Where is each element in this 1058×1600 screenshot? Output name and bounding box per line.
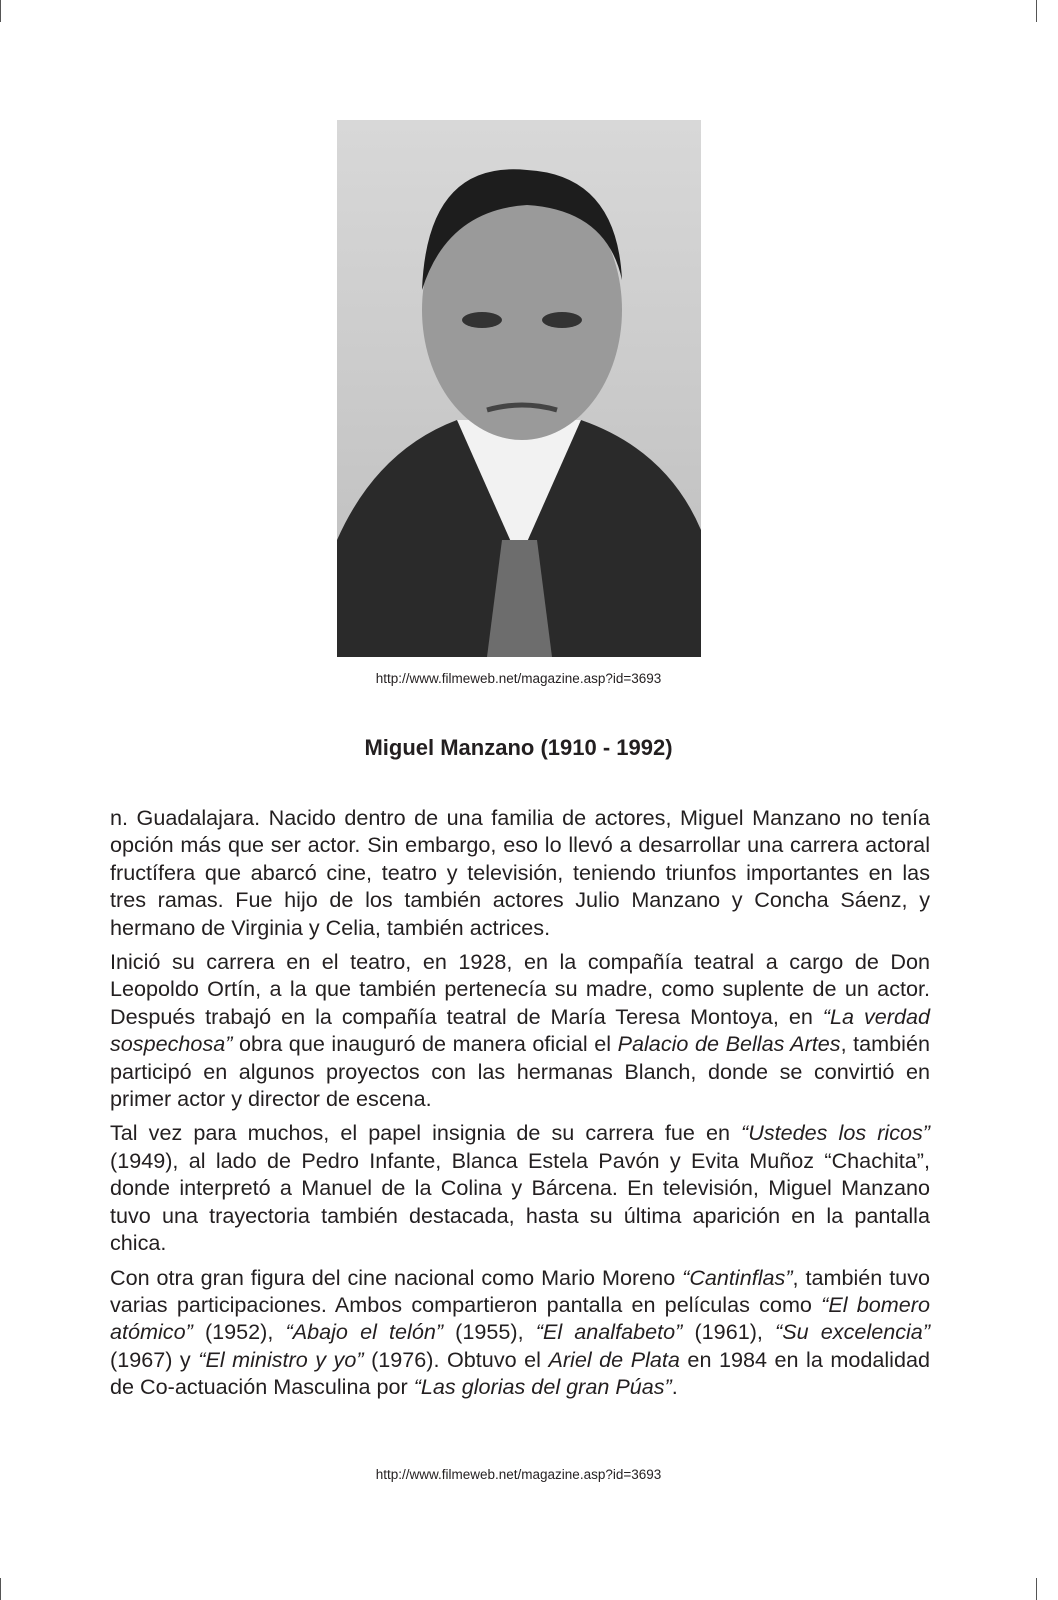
paragraph [110,1264,930,1401]
text-segment: , también participó en algunos proyectos con las hermanas Blanch, donde se convirtió en primer actor y director de escena. [110,1031,930,1112]
crop-mark-top-left [0,0,1,22]
italic-title-text: “El ministro y yo” [198,1346,364,1372]
footer-source: http://www.filmeweb.net/magazine.asp?id=3693 [375,1467,662,1482]
italic-title-text: “Su excelencia” [775,1319,931,1345]
crop-mark-top-right [1036,0,1037,22]
text-segment: (1955), [443,1319,536,1345]
text-segment: obra que inauguró de manera oficial el [232,1031,618,1057]
italic-title-text: “El analfabeto” [535,1319,683,1345]
text-segment: Con otra gran figura del cine nacional como Mario Moreno [110,1264,683,1290]
text-segment: (1961), [682,1319,776,1345]
portrait-photo [337,120,701,657]
italic-title-text: “Ustedes los ricos” [741,1120,930,1146]
text-segment: , también tuvo varias participaciones. Ambos compartieron pantalla en películas como [110,1264,931,1317]
text-segment: Tal vez para muchos, el papel insignia de su carrera fue en [110,1120,742,1146]
italic-title-text: Ariel de Plata [548,1346,680,1372]
text-segment: (1952), [192,1319,286,1345]
italic-title-text: Palacio de Bellas Artes [617,1031,841,1057]
text-segment: en 1984 en la modalidad de Co-actuación Masculina por [110,1346,930,1400]
paragraph [110,948,930,1112]
page-title: Miguel Manzano (1910 - 1992) [364,735,673,760]
italic-title-text: “La verdad sospechosa” [110,1003,930,1057]
text-segment: (1949), al lado de Pedro Infante, Blanca Estela Pavón y Evita Muñoz “Chachita”, donde interpretó a Manuel de la Colina y Bárcena. En televisión, Miguel Manzano tuvo una trayectoria también destacada, hasta su última aparición en la pantalla chica. [110,1147,930,1256]
italic-title-text: “Las glorias del gran Púas” [413,1374,672,1400]
text-segment: (1976). Obtuvo el [363,1346,549,1372]
italic-title-text: “Abajo el telón” [285,1319,444,1345]
paragraph [110,804,930,941]
italic-title-text: “El bomero atómico” [110,1291,931,1345]
biography-body [110,804,930,1408]
text-segment: n. Guadalajara. Nacido dentro de una familia de actores, Miguel Manzano no tenía opción más que ser actor. Sin embargo, eso lo llevó a desarrollar una carrera actoral fructífera que abarcó cine, teatro y televisión, teniendo triunfos importantes en las tres ramas. Fue hijo de los también actores Julio Manzano y Concha Sáenz, y hermano de Virginia y Celia, también actrices. [110,805,930,940]
text-segment: (1967) y [110,1346,199,1372]
paragraph [110,1119,930,1256]
crop-mark-bottom-left [0,1578,1,1600]
italic-title-text: “Cantinflas” [682,1264,793,1290]
text-segment: . [671,1374,678,1400]
text-segment: Inició su carrera en el teatro, en 1928, en la compañía teatral a cargo de Don Leopoldo Ortín, a la que también pertenecía su madre, como suplente de un actor. Después trabajó en la compañía teatral de María Teresa Montoya, en [110,949,930,1029]
photo-caption: http://www.filmeweb.net/magazine.asp?id=3693 [375,671,662,686]
crop-mark-bottom-right [1036,1578,1037,1600]
